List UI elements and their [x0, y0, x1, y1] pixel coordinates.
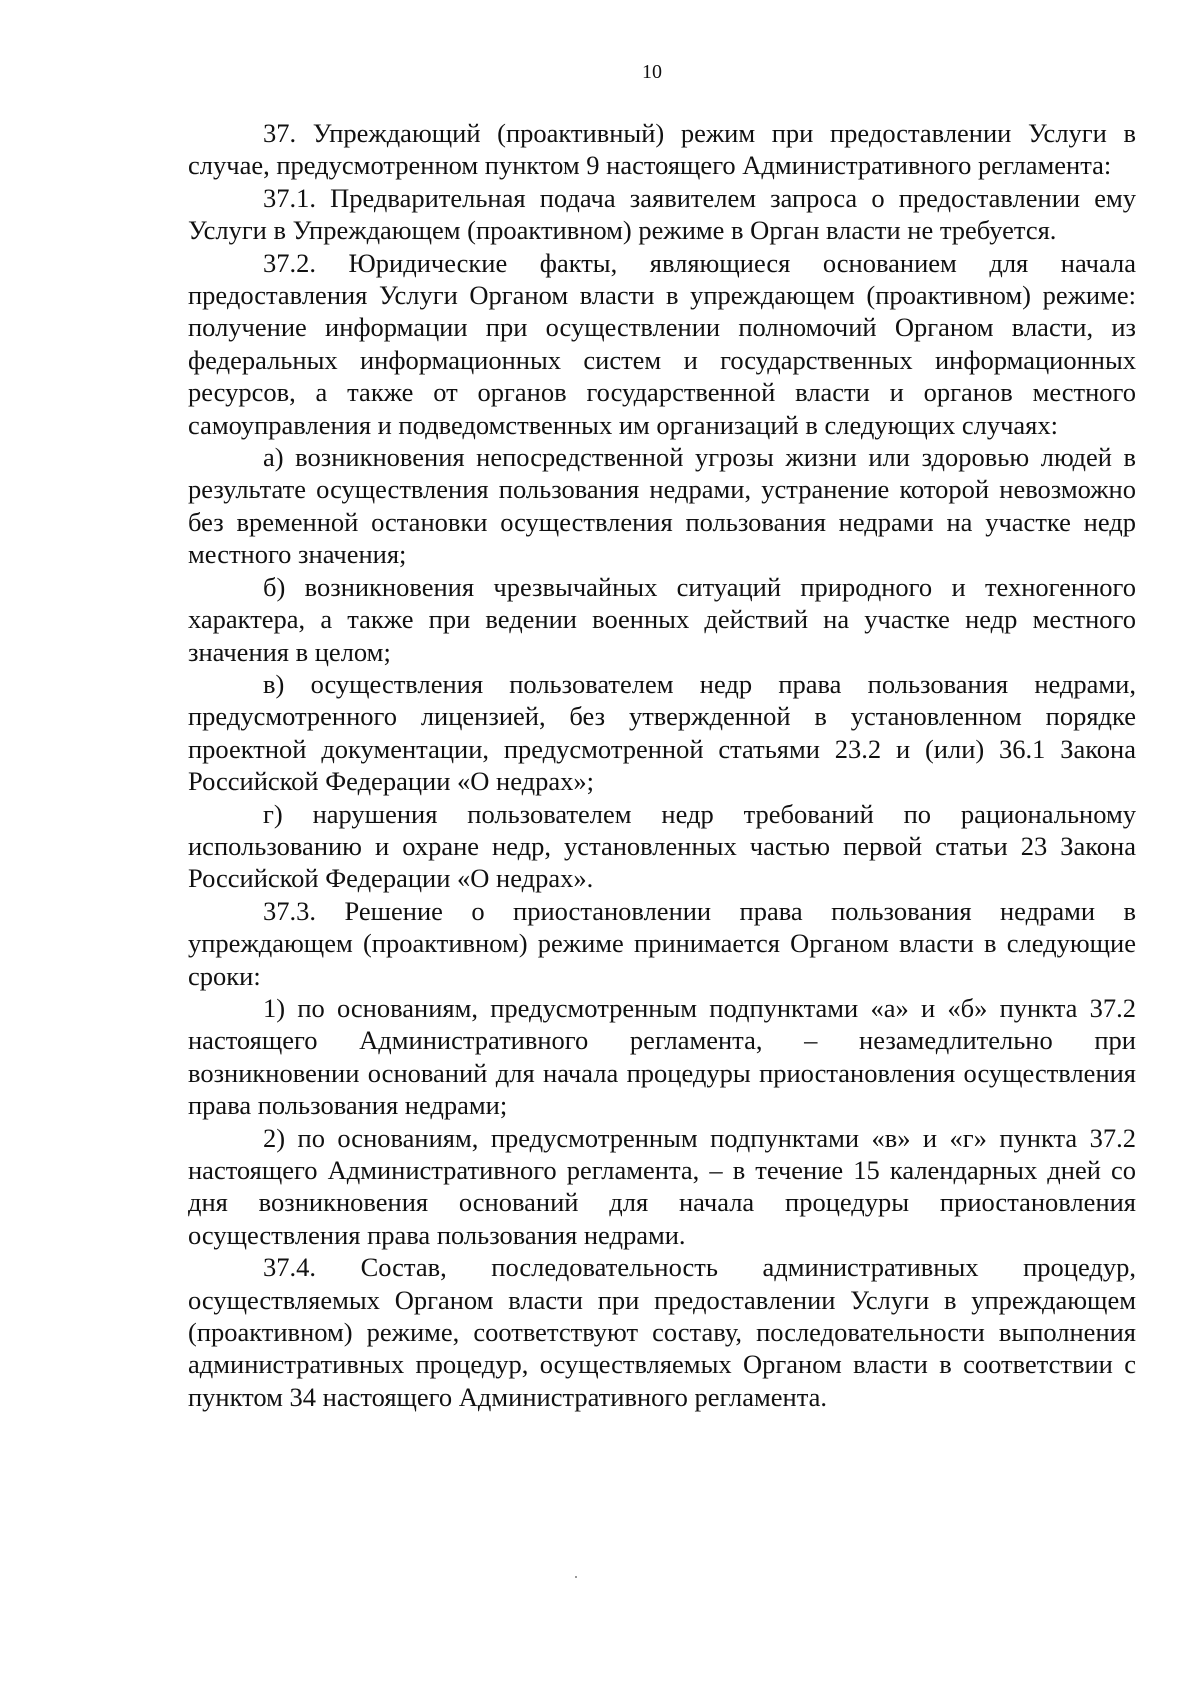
subparagraph-b: б) возникновения чрезвычайных ситуаций природного и техногенного характера, а также при ведении военных действий на участке недр местного значения в целом;	[188, 571, 1136, 667]
paragraph-37-1: 37.1. Предварительная подача заявителем запроса о предоставлении ему Услуги в Упреждающем (проактивном) режиме в Орган власти не требуется.	[188, 182, 1136, 246]
page-number: 10	[642, 61, 662, 83]
scan-dot	[575, 1576, 577, 1578]
list-item-1: 1) по основаниям, предусмотренным подпунктами «а» и «б» пункта 37.2 настоящего Административного регламента, – незамедлительно при возникновении оснований для начала процедуры приостановления осуществления права пользования недрами;	[188, 992, 1136, 1121]
list-item-2: 2) по основаниям, предусмотренным подпунктами «в» и «г» пункта 37.2 настоящего Административного регламента, – в течение 15 календарных дней со дня возникновения оснований для начала процедуры приостановления осуществления права пользования недрами.	[188, 1122, 1136, 1250]
paragraph-37-3: 37.3. Решение о приостановлении права пользования недрами в упреждающем (проактивном) режиме принимается Органом власти в следующие сроки:	[188, 895, 1136, 991]
subparagraph-v: в) осуществления пользователем недр права пользования недрами, предусмотренного лицензией, без утвержденной в установленном порядке проектной документации, предусмотренной статьями 23.2 и (или) 36.1 Закона Российской Федерации «О недрах»;	[188, 668, 1136, 797]
paragraph-37-4: 37.4. Состав, последовательность административных процедур, осуществляемых Органом власти при предоставлении Услуги в упреждающем (проактивном) режиме, соответствуют составу, последовательности выполнения административных процедур, осуществляемых Органом власти в соответствии с пунктом 34 настоящего Административного регламента.	[188, 1252, 1136, 1412]
document-page	[188, 60, 1136, 1413]
subparagraph-a: а) возникновения непосредственной угрозы жизни или здоровью людей в результате осуществления пользования недрами, устранение которой невозможно без временной остановки осуществления пользования недрами на участке недр местного значения;	[188, 442, 1136, 570]
paragraph-37-2: 37.2. Юридические факты, являющиеся основанием для начала предоставления Услуги Органом власти в упреждающем (проактивном) режиме: получение информации при осуществлении полномочий Органом власти, из федеральных информационных систем и государственных информационных ресурсов, а также от органов государственной власти и органов местного самоуправления и подведомственных им организаций в следующих случаях:	[188, 247, 1136, 440]
paragraph-37: 37. Упреждающий (проактивный) режим при предоставлении Услуги в случае, предусмотренном пунктом 9 настоящего Административного регламента:	[188, 118, 1136, 181]
subparagraph-g: г) нарушения пользователем недр требований по рациональному использованию и охране недр, установленных частью первой статьи 23 Закона Российской Федерации «О недрах».	[188, 798, 1136, 894]
